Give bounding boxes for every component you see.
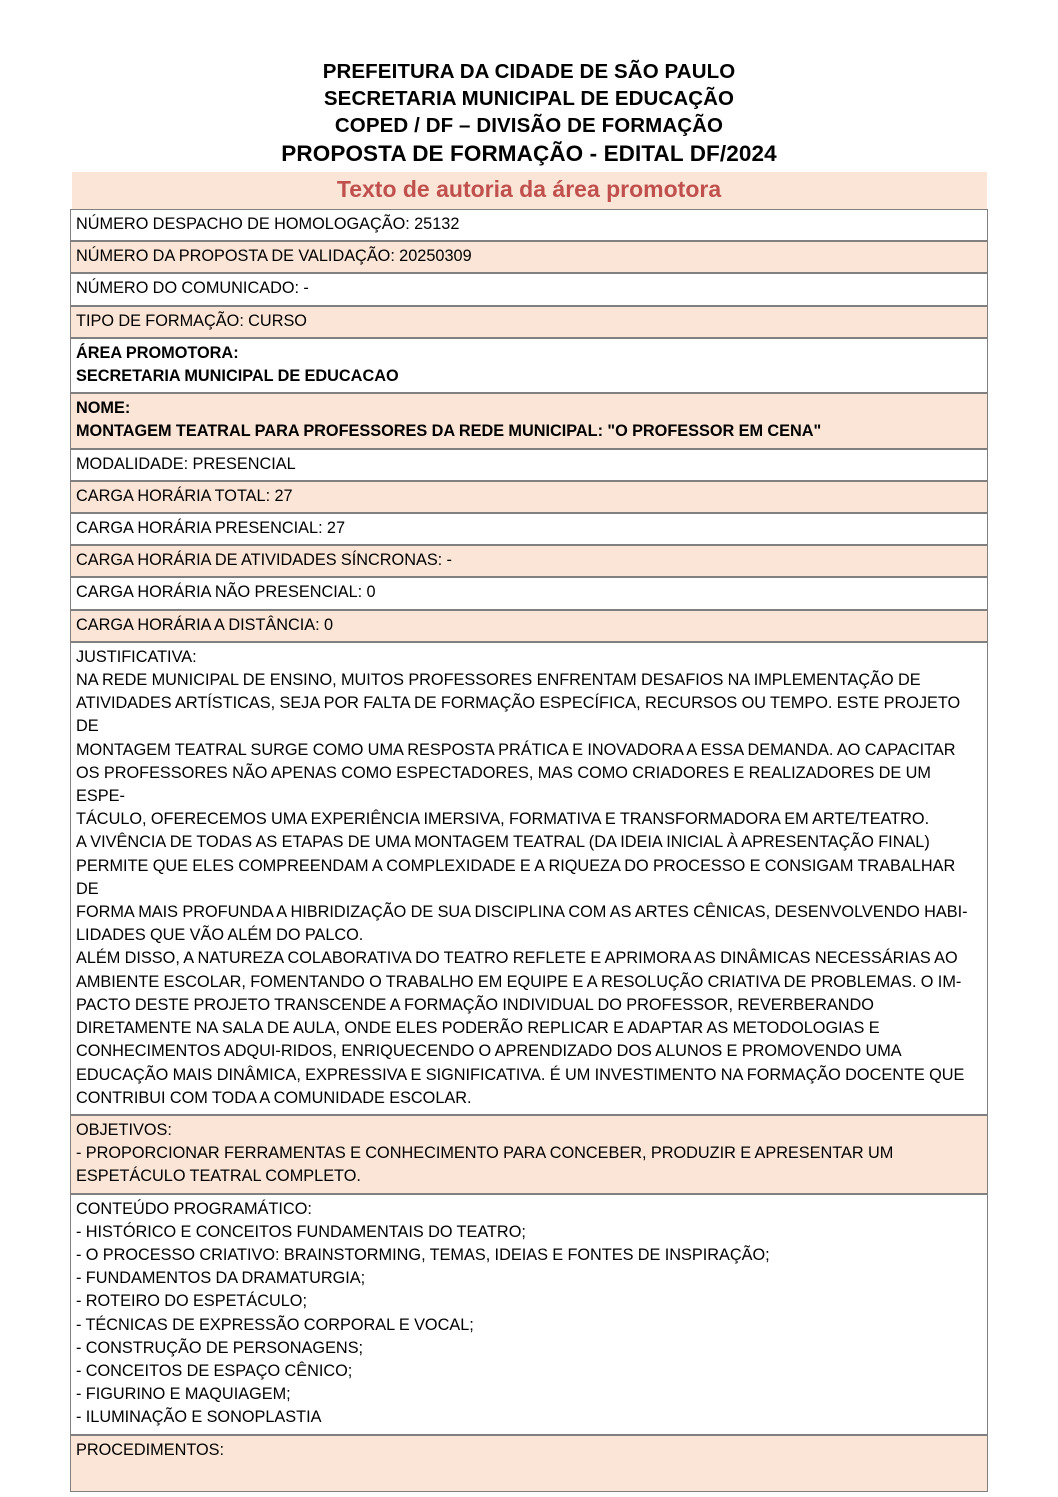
table-row-carga-total xyxy=(70,481,988,513)
conteudo-item: - ROTEIRO DO ESPETÁCULO; xyxy=(76,1292,307,1311)
authorship-banner-text: Texto de autoria da área promotora xyxy=(336,176,722,202)
field-comunicado: NÚMERO DO COMUNICADO: - xyxy=(70,273,988,305)
table-row-despacho xyxy=(70,209,988,241)
justificativa-label: JUSTIFICATIVA: xyxy=(76,647,197,666)
justificativa-line: FORMA MAIS PROFUNDA A HIBRIDIZAÇÃO DE SUA DISCIPLINA COM AS ARTES CÊNICAS, DESENVOLVENDO HABI- xyxy=(76,903,968,922)
field-conteudo-programatico xyxy=(70,1194,988,1435)
authorship-banner xyxy=(72,172,987,209)
field-objetivos xyxy=(70,1115,988,1194)
justificativa-line: OS PROFESSORES NÃO APENAS COMO ESPECTADORES, MAS COMO CRIADORES E REALIZADORES DE UM ESPE- xyxy=(76,763,936,806)
objetivos-line: - PROPORCIONAR FERRAMENTAS E CONHECIMENTO PARA CONCEBER, PRODUZIR E APRESENTAR UM xyxy=(76,1144,894,1163)
area-promotora-value: SECRETARIA MUNICIPAL DE EDUCACAO xyxy=(76,367,399,386)
table-row-carga-sincronas xyxy=(70,545,988,577)
document-header xyxy=(0,0,1058,169)
field-proposta-validacao: NÚMERO DA PROPOSTA DE VALIDAÇÃO: 20250309 xyxy=(70,241,988,273)
header-line-prefeitura: PREFEITURA DA CIDADE DE SÃO PAULO xyxy=(322,60,736,83)
table-row-proposta-validacao xyxy=(70,241,988,273)
justificativa-line: PERMITE QUE ELES COMPREENDAM A COMPLEXIDADE E A RIQUEZA DO PROCESSO E CONSIGAM TRABALHAR DE xyxy=(76,856,960,898)
field-carga-horaria-sincronas: CARGA HORÁRIA DE ATIVIDADES SÍNCRONAS: - xyxy=(70,545,988,577)
field-modalidade: MODALIDADE: PRESENCIAL xyxy=(70,449,988,481)
conteudo-item: - TÉCNICAS DE EXPRESSÃO CORPORAL E VOCAL; xyxy=(76,1315,474,1334)
header-line-proposta: PROPOSTA DE FORMAÇÃO - EDITAL DF/2024 xyxy=(281,141,777,166)
justificativa-line: A VIVÊNCIA DE TODAS AS ETAPAS DE UMA MONTAGEM TEATRAL (DA IDEIA INICIAL À APRESENTAÇÃO FINAL) xyxy=(76,833,930,852)
objetivos-line: ESPETÁCULO TEATRAL COMPLETO. xyxy=(76,1167,361,1186)
field-carga-horaria-distancia: CARGA HORÁRIA A DISTÂNCIA: 0 xyxy=(70,610,988,642)
justificativa-line: TÁCULO, OFERECEMOS UMA EXPERIÊNCIA IMERSIVA, FORMATIVA E TRANSFORMADORA EM ARTE/TEATRO. xyxy=(76,810,930,829)
justificativa-line: ATIVIDADES ARTÍSTICAS, SEJA POR FALTA DE FORMAÇÃO ESPECÍFICA, RECURSOS OU TEMPO. ESTE PROJETO DE xyxy=(76,694,965,736)
table-row-objetivos xyxy=(70,1115,988,1194)
justificativa-line: EDUCAÇÃO MAIS DINÂMICA, EXPRESSIVA E SIGNIFICATIVA. É UM INVESTIMENTO NA FORMAÇÃO DOCENTE QUE xyxy=(76,1065,965,1084)
header-line-coped: COPED / DF – DIVISÃO DE FORMAÇÃO xyxy=(334,114,724,137)
justificativa-line: DIRETAMENTE NA SALA DE AULA, ONDE ELES PODERÃO REPLICAR E ADAPTAR AS METODOLOGIAS E xyxy=(76,1019,880,1038)
field-nome xyxy=(70,393,988,448)
justificativa-line: AMBIENTE ESCOLAR, FOMENTANDO O TRABALHO EM EQUIPE E A RESOLUÇÃO CRIATIVA DE PROBLEMAS. O IM- xyxy=(76,972,962,991)
objetivos-label: OBJETIVOS: xyxy=(76,1120,172,1139)
table-row-carga-nao-presencial xyxy=(70,577,988,609)
conteudo-item: - FIGURINO E MAQUIAGEM; xyxy=(76,1385,291,1404)
table-row-carga-distancia xyxy=(70,610,988,642)
justificativa-line: ALÉM DISSO, A NATUREZA COLABORATIVA DO TEATRO REFLETE E APRIMORA AS DINÂMICAS NECESSÁRIAS AO xyxy=(76,949,958,968)
field-carga-horaria-presencial: CARGA HORÁRIA PRESENCIAL: 27 xyxy=(70,513,988,545)
table-row-modalidade xyxy=(70,449,988,481)
justificativa-line: MONTAGEM TEATRAL SURGE COMO UMA RESPOSTA PRÁTICA E INOVADORA A ESSA DEMANDA. AO CAPACITAR xyxy=(76,740,956,759)
table-row-nome xyxy=(70,393,988,448)
field-despacho-homologacao: NÚMERO DESPACHO DE HOMOLOGAÇÃO: 25132 xyxy=(70,209,988,241)
conteudo-item: - FUNDAMENTOS DA DRAMATURGIA; xyxy=(76,1269,366,1288)
conteudo-item: - CONCEITOS DE ESPAÇO CÊNICO; xyxy=(76,1361,353,1380)
table-row-area-promotora xyxy=(70,338,988,393)
proposal-form-table xyxy=(70,209,988,1492)
field-area-promotora xyxy=(70,338,988,393)
field-tipo-formacao: TIPO DE FORMAÇÃO: CURSO xyxy=(70,306,988,338)
field-procedimentos xyxy=(70,1435,988,1492)
table-row-tipo-formacao xyxy=(70,306,988,338)
justificativa-line: CONTRIBUI COM TODA A COMUNIDADE ESCOLAR. xyxy=(76,1088,472,1107)
nome-value: MONTAGEM TEATRAL PARA PROFESSORES DA REDE MUNICIPAL: "O PROFESSOR EM CENA" xyxy=(76,422,822,441)
conteudo-label: CONTEÚDO PROGRAMÁTICO: xyxy=(76,1199,312,1218)
table-row-procedimentos xyxy=(70,1435,988,1492)
area-promotora-label: ÁREA PROMOTORA: xyxy=(76,343,239,362)
justificativa-line: LIDADES QUE VÃO ALÉM DO PALCO. xyxy=(76,926,364,945)
justificativa-line: NA REDE MUNICIPAL DE ENSINO, MUITOS PROFESSORES ENFRENTAM DESAFIOS NA IMPLEMENTAÇÃO DE xyxy=(76,671,921,690)
field-carga-horaria-total: CARGA HORÁRIA TOTAL: 27 xyxy=(70,481,988,513)
nome-label: NOME: xyxy=(76,399,131,418)
conteudo-item: - CONSTRUÇÃO DE PERSONAGENS; xyxy=(76,1338,364,1357)
conteudo-item: - ILUMINAÇÃO E SONOPLASTIA xyxy=(76,1408,322,1427)
field-justificativa xyxy=(70,642,988,1115)
table-row-justificativa xyxy=(70,642,988,1115)
header-line-secretaria: SECRETARIA MUNICIPAL DE EDUCAÇÃO xyxy=(323,87,735,110)
table-row-comunicado xyxy=(70,273,988,305)
conteudo-item: - HISTÓRICO E CONCEITOS FUNDAMENTAIS DO TEATRO; xyxy=(76,1222,526,1241)
justificativa-line: CONHECIMENTOS ADQUI-RIDOS, ENRIQUECENDO O APRENDIZADO DOS ALUNOS E PROMOVENDO UMA xyxy=(76,1042,902,1061)
procedimentos-label: PROCEDIMENTOS: xyxy=(76,1440,225,1459)
table-row-conteudo-programatico xyxy=(70,1194,988,1435)
field-carga-horaria-nao-presencial: CARGA HORÁRIA NÃO PRESENCIAL: 0 xyxy=(70,577,988,609)
table-row-carga-presencial xyxy=(70,513,988,545)
conteudo-item: - O PROCESSO CRIATIVO: BRAINSTORMING, TEMAS, IDEIAS E FONTES DE INSPIRAÇÃO; xyxy=(76,1245,770,1264)
justificativa-line: PACTO DESTE PROJETO TRANSCENDE A FORMAÇÃO INDIVIDUAL DO PROFESSOR, REVERBERANDO xyxy=(76,995,874,1014)
